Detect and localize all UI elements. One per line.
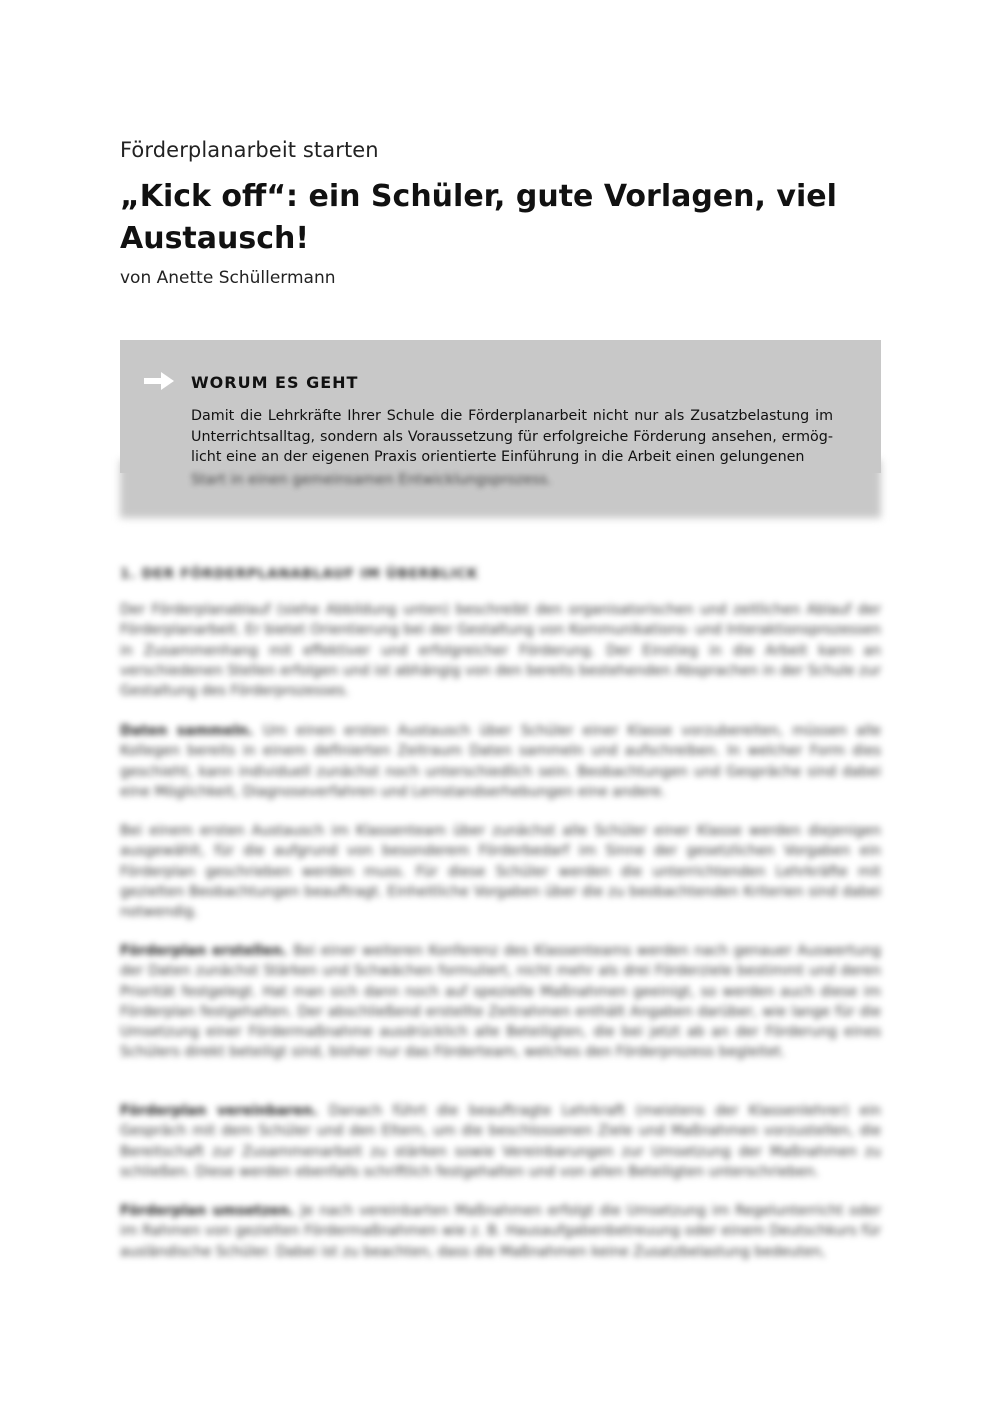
paragraph-text: Bei einer weiteren Konferenz des Klassenteams werden nach genauer Auswertung der Daten zunächst Stärken und Schwächen formuliert, nicht mehr als drei Förderziele bestimmt und deren Priorität festgelegt. Hat man sich dann noch auf spezielle Maßnahmen geeinigt, so werden auch diese im Förderplan festgehalten. Der abschließend erstellte Zeitrahmen enthält Angaben darüber, wie lange für die Umsetzung einer Fördermaßnahme ausdrücklich alle Beteiligten, die bei jetzt ab an der Förderung eines Schülers direkt beteiligt sind, bisher nur das Förderteam, welches den Förderprozess begleitet. <box>120 943 881 1061</box>
summary-heading: WORUM ES GEHT <box>191 373 359 392</box>
body-paragraph <box>120 941 881 1063</box>
paragraph-lead: Förderplan erstellen. <box>120 943 294 959</box>
paragraph-lead: Förderplan vereinbaren. <box>120 1103 329 1119</box>
body-paragraph <box>120 600 881 701</box>
summary-text-blurred: Start in einen gemeinsamen Entwicklungsprozess. <box>191 472 552 488</box>
summary-box <box>120 340 881 520</box>
summary-text: Damit die Lehrkräfte Ihrer Schule die Förderplanarbeit nicht nur als Zusatzbelastung im Unterrichtsalltag, sondern als Voraussetzung für erfolgreiche Förderung ansehen, ermög- licht eine an der eigenen Praxis orientierte Einführung in die Arbeit einen gelungenen <box>191 408 833 465</box>
body-paragraph <box>120 1101 881 1182</box>
paragraph-text: Um einen ersten Austausch über Schüler einer Klasse vorzubereiten, müssen alle Kollegen bereits in einem definierten Zeitraum Daten sammeln und aufschreiben. In welcher Form dies geschieht, kann individuell zunächst noch unterschiedlich sein. Beobachtungen und Gespräche sind dabei eine Möglichkeit, Diagnoseverfahren und Lernstandserhebungen eine andere. <box>120 723 881 800</box>
article-title: „Kick off“: ein Schüler, gute Vorlagen, viel Austausch! <box>120 179 837 256</box>
body-paragraph <box>120 721 881 802</box>
paragraph-text: Der Förderplanablauf (siehe Abbildung unten) beschreibt den organisatorischen und zeitlichen Ablauf der Förderplanarbeit. Er bietet Orientierung bei der Gestaltung von Kommunikations- und Interaktionsprozessen in Zusammenhang mit effektiver und erfolgreicher Förderung. Der Einstieg in die Arbeit kann an verschiedenen Stellen erfolgen und ist abhängig von den bereits bestehenden Absprachen in der Schule zur Gestaltung des Förderprozesses. <box>120 602 881 700</box>
body-paragraph <box>120 1201 881 1263</box>
body-paragraph <box>120 821 881 922</box>
kicker-line: Förderplanarbeit starten <box>120 138 379 162</box>
paragraph-text: Bei einem ersten Austausch im Klassenteam über zunächst alle Schüler einer Klasse werden diejenigen ausgewählt, für die aufgrund von besonderem Förderbedarf im Sinne der gesetzlichen Vorgaben ein Förderplan geschrieben werden muss. Für diese Schüler werden die unterrichtenden Lehrkräfte mit gezielten Beobachtungen beauftragt. Einheitliche Vorgaben über die zu beobachtenden Kriterien sind dabei notwendig. <box>120 823 881 921</box>
arrow-right-icon <box>144 372 174 390</box>
author-line: von Anette Schüllermann <box>120 268 336 288</box>
paragraph-lead: Daten sammeln. <box>120 723 263 739</box>
paragraph-text: Je nach vereinbarten Maßnahmen erfolgt die Umsetzung im Regelunterricht oder im Rahmen von gezielten Fördermaßnahmen wie z. B. Hausaufgabenbetreuung oder einem Deutschkurs für ausländische Schüler. Dabei ist zu beachten, dass die Maßnahmen keine Zusatzbelastung bedeuten, <box>120 1203 881 1260</box>
paragraph-lead: Förderplan umsetzen. <box>120 1203 301 1219</box>
section-heading: 1. DER FÖRDERPLANABLAUF IM ÜBERBLICK <box>120 566 479 582</box>
paragraph-text: Danach führt die beauftragte Lehrkraft (meistens der Klassenlehrer) ein Gespräch mit dem Schüler und den Eltern, um die beschlossenen Ziele und Maßnahmen vorzustellen, die Bereitschaft zur Zusammenarbeit zu stärken sowie Vereinbarungen zur Umsetzung der Maßnahmen zu schließen. Diese werden ebenfalls schriftlich festgehalten und von allen Beteiligten unterschrieben. <box>120 1103 881 1180</box>
